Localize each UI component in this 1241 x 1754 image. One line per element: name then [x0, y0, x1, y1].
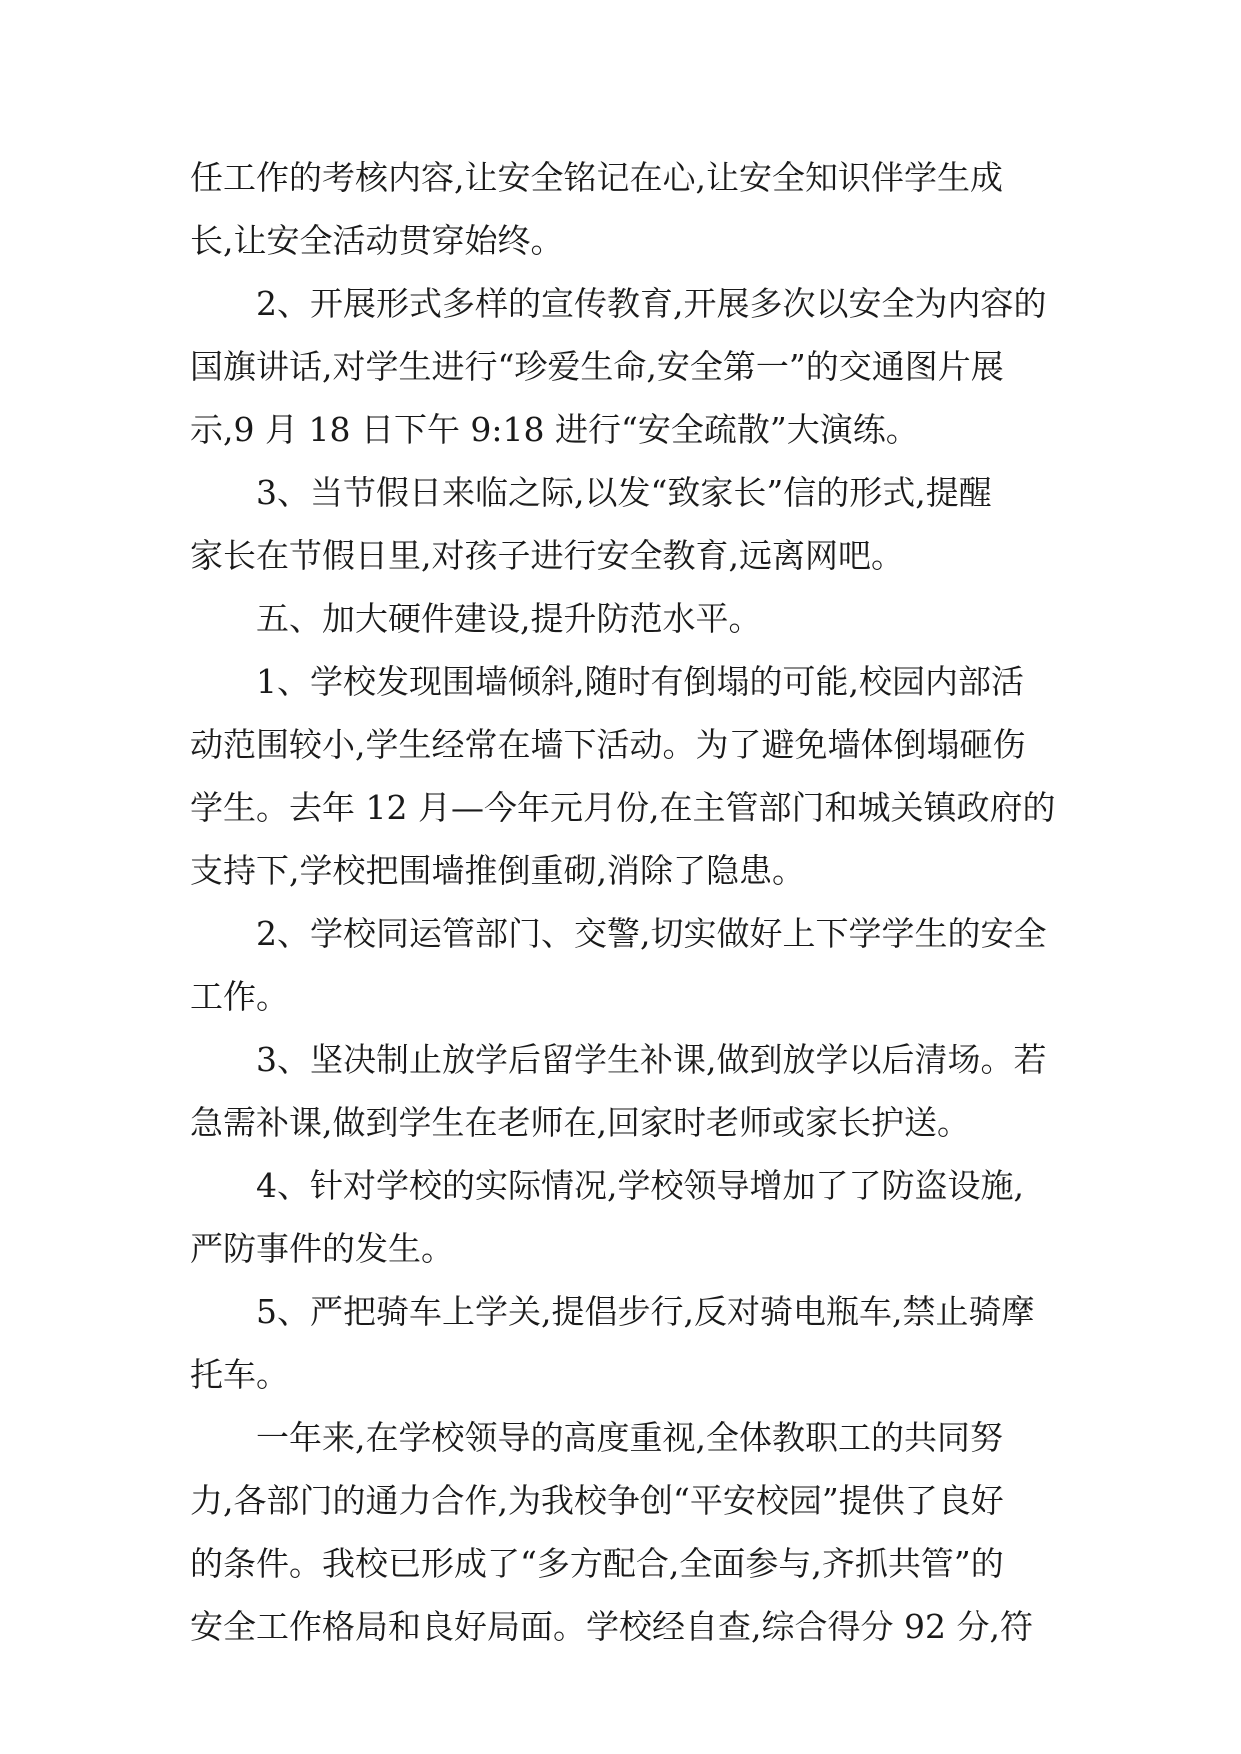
text-line: 家长在节假日里,对孩子进行安全教育,远离网吧。	[190, 536, 904, 575]
text-line: 长,让安全活动贯穿始终。	[190, 221, 564, 260]
text-line: 托车。	[190, 1355, 289, 1394]
text-line: 五、加大硬件建设,提升防范水平。	[256, 599, 762, 638]
text-line: 3、坚决制止放学后留学生补课,做到放学以后清场。若	[256, 1040, 1047, 1079]
text-line: 学生。去年 12 月—今年元月份,在主管部门和城关镇政府的	[190, 788, 1056, 827]
text-line: 任工作的考核内容,让安全铭记在心,让安全知识伴学生成	[190, 158, 1003, 197]
document-body	[190, 146, 1056, 1658]
text-line: 的条件。我校已形成了“多方配合,全面参与,齐抓共管”的	[190, 1544, 1004, 1583]
text-line: 急需补课,做到学生在老师在,回家时老师或家长护送。	[190, 1103, 970, 1142]
text-line: 示,9 月 18 日下午 9:18 进行“安全疏散”大演练。	[190, 410, 919, 449]
text-line: 力,各部门的通力合作,为我校争创“平安校园”提供了良好	[190, 1481, 1004, 1520]
text-line: 国旗讲话,对学生进行“珍爱生命,安全第一”的交通图片展	[190, 347, 1004, 386]
text-line: 2、学校同运管部门、交警,切实做好上下学学生的安全	[256, 914, 1047, 953]
text-line: 1、学校发现围墙倾斜,随时有倒塌的可能,校园内部活	[256, 662, 1024, 701]
text-line: 3、当节假日来临之际,以发“致家长”信的形式,提醒	[256, 473, 992, 512]
text-line: 支持下,学校把围墙推倒重砌,消除了隐患。	[190, 851, 805, 890]
text-line: 一年来,在学校领导的高度重视,全体教职工的共同努	[256, 1418, 1003, 1457]
text-line: 4、针对学校的实际情况,学校领导增加了了防盗设施,	[256, 1166, 1024, 1205]
text-line: 动范围较小,学生经常在墙下活动。为了避免墙体倒塌砸伤	[190, 725, 1026, 764]
text-line: 严防事件的发生。	[190, 1229, 454, 1268]
text-line: 5、严把骑车上学关,提倡步行,反对骑电瓶车,禁止骑摩	[256, 1292, 1035, 1331]
text-line: 工作。	[190, 977, 289, 1016]
text-line: 安全工作格局和良好局面。学校经自查,综合得分 92 分,符	[190, 1607, 1033, 1646]
text-line: 2、开展形式多样的宣传教育,开展多次以安全为内容的	[256, 284, 1047, 323]
